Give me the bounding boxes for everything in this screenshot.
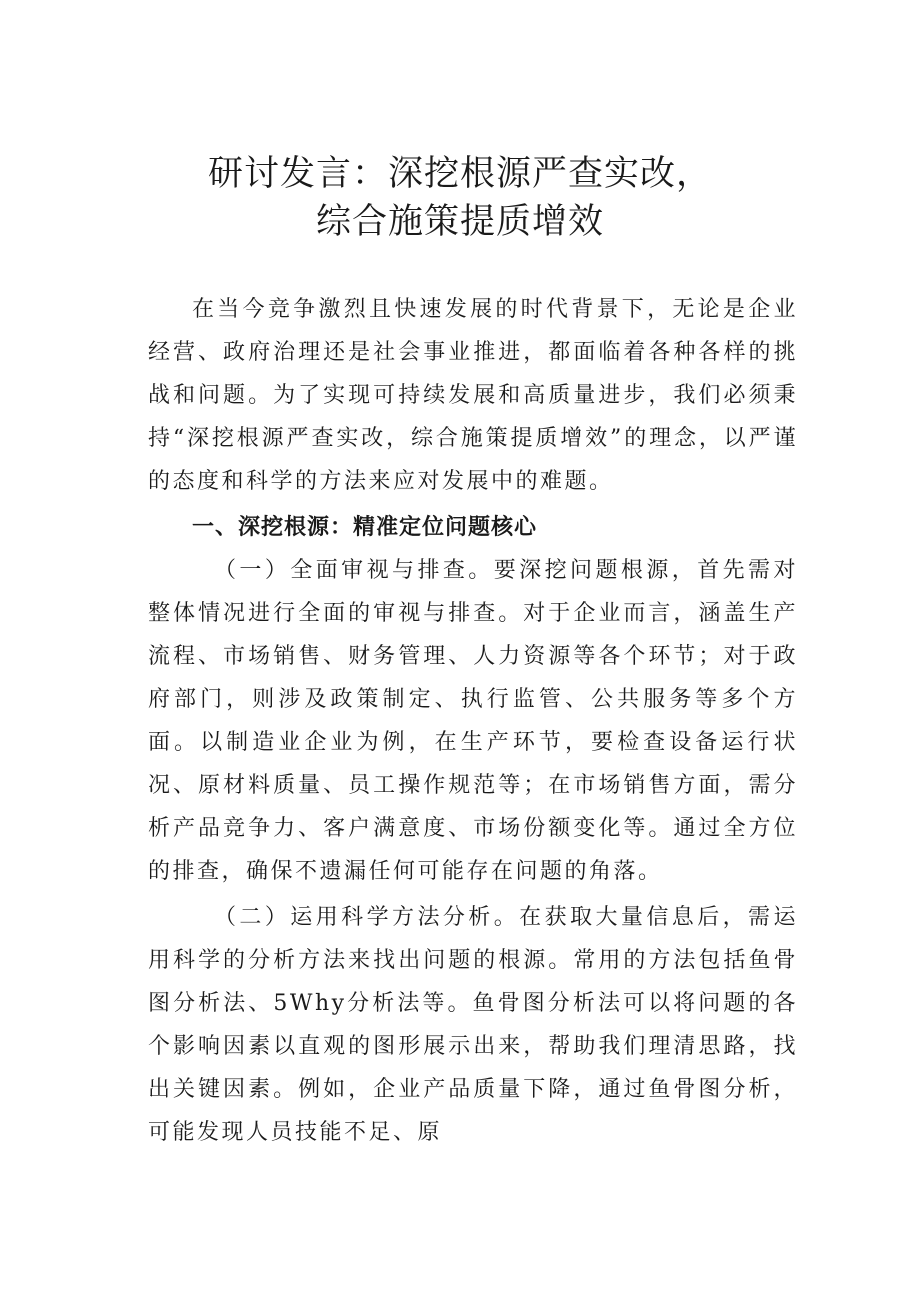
document-body — [148, 288, 798, 1154]
subsection-1-paragraph: （一）全面审视与排查。要深挖问题根源，首先需对整体情况进行全面的审视与排查。对于企业而言，涵盖生产流程、市场销售、财务管理、人力资源等各个环节；对于政府部门，则涉及政策制定、执行监管、公共服务等多个方面。以制造业企业为例，在生产环节，要检查设备运行状况、原材料质量、员工操作规范等；在市场销售方面，需分析产品竞争力、客户满意度、市场份额变化等。通过全方位的排查，确保不遗漏任何可能存在问题的角落。 — [148, 558, 798, 884]
subsection-2-paragraph: （二）运用科学方法分析。在获取大量信息后，需运用科学的分析方法来找出问题的根源。常用的方法包括鱼骨图分析法、5Why分析法等。鱼骨图分析法可以将问题的各个影响因素以直观的图形展示出来，帮助我们理清思路，找出关键因素。例如，企业产品质量下降，通过鱼骨图分析，可能发现人员技能不足、原 — [148, 905, 798, 1145]
section-1-heading: 一、深挖根源：精准定位问题核心 — [192, 515, 538, 540]
title-line-1: 研讨发言：深挖根源严查实改， — [207, 154, 712, 194]
title-line-2: 综合施策提质增效 — [315, 202, 604, 242]
intro-paragraph: 在当今竞争激烈且快速发展的时代背景下，无论是企业经营、政府治理还是社会事业推进，都面临着各种各样的挑战和问题。为了实现可持续发展和高质量进步，我们必须秉持“深挖根源严查实改，综合施策提质增效”的理念，以严谨的态度和科学的方法来应对发展中的难题。 — [148, 297, 798, 494]
document-title — [0, 150, 920, 246]
